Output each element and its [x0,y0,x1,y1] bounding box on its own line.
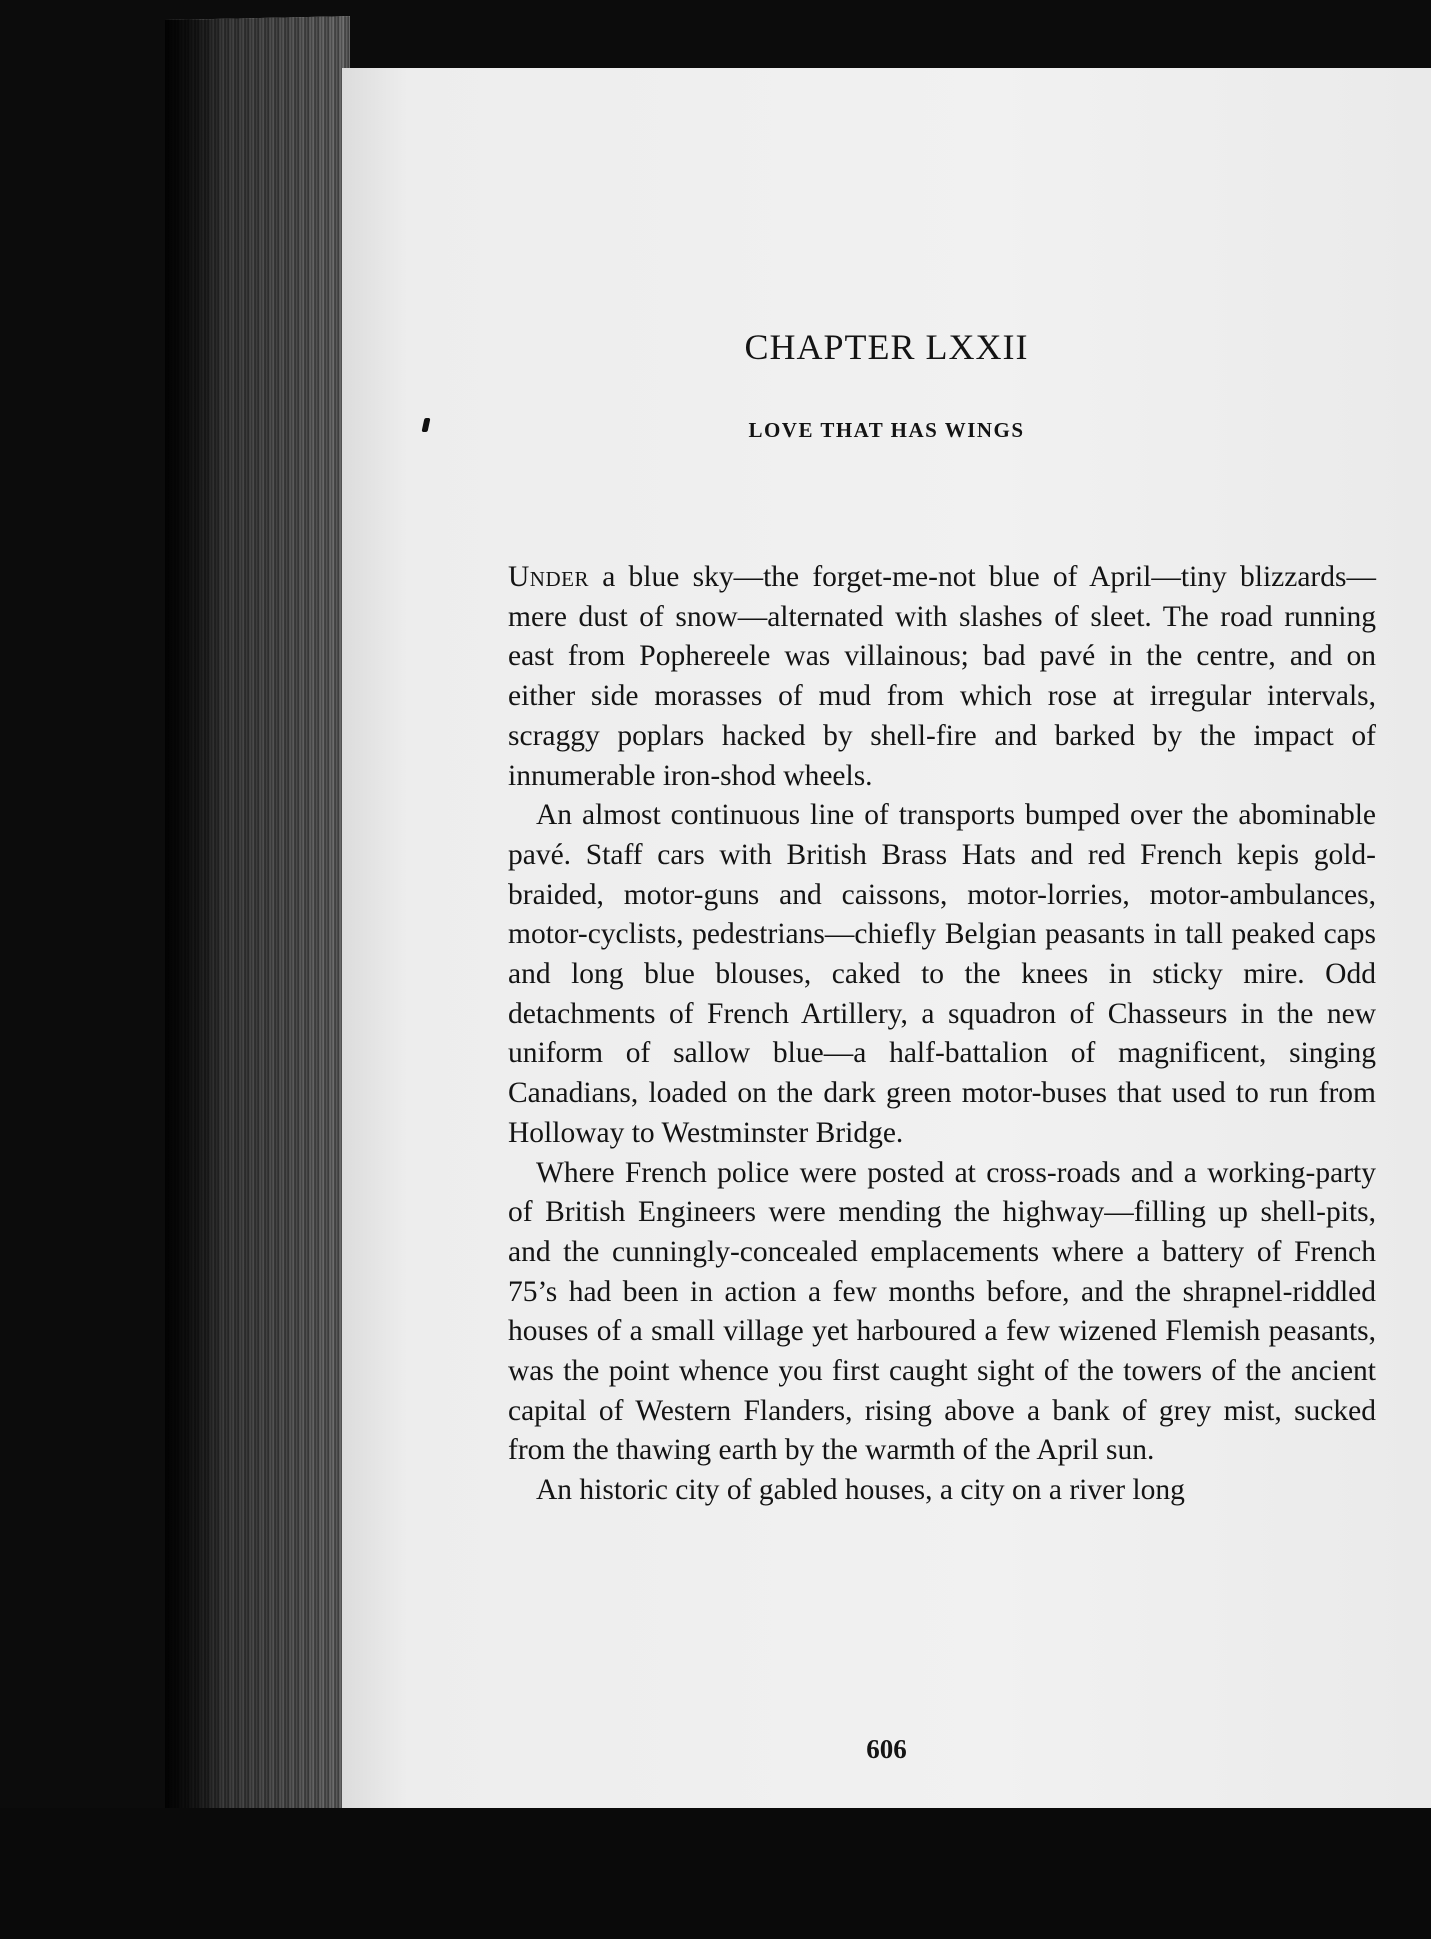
paragraph-1 [508,558,1376,796]
chapter-body [508,558,1376,1511]
page-number: 606 [866,1734,907,1764]
opening-word: Under [508,561,589,593]
paragraph-4: An historic city of gabled houses, a city on a river long [536,1474,1185,1507]
chapter-title: CHAPTER LXXII [744,327,1029,367]
paragraph-3: Where French police were posted at cross-roads and a working-party of British Engineers were mending the highway—filling up shell-pits, and the cunningly-concealed emplacements where a battery of French 75’s had been in action a few months before, and the shrapnel-riddled houses of a small village yet harboured a few wizened Flemish peasants, was the point whence you first caught sight of the towers of the ancient capital of Western Flanders, rising above a bank of grey mist, sucked from the thawing earth by the warmth of the April sun. [508,1156,1376,1467]
book-page [342,68,1431,1808]
scan-background-bottom [0,1808,1431,1939]
spine-shadow [165,20,225,1820]
chapter-subtitle: LOVE THAT HAS WINGS [748,418,1025,442]
paragraph-2: An almost continuous line of transports bumped over the abominable pavé. Staff cars with British Brass Hats and red French kepis gold-braided, motor-guns and caissons, motor-lorries, motor-ambulances, motor-cyclists, pedestrians—chiefly Belgian peasants in tall peaked caps and long blue blouses, caked to the knees in sticky mire. Odd detachments of French Artillery, a squadron of Chasseurs in the new uniform of sallow blue—a half-battalion of magnificent, singing Canadians, loaded on the dark green motor-buses that used to run from Holloway to Westminster Bridge. [508,799,1376,1149]
paragraph-1-text: a blue sky—the forget-me-not blue of April—tiny blizzards—mere dust of snow—alternated with slashes of sleet. The road running east from Pophereele was villainous; bad pavé in the centre, and on either side morasses of mud from which rose at irregular intervals, scraggy poplars hacked by shell-fire and barked by the impact of innumerable iron-shod wheels. [508,561,1376,792]
